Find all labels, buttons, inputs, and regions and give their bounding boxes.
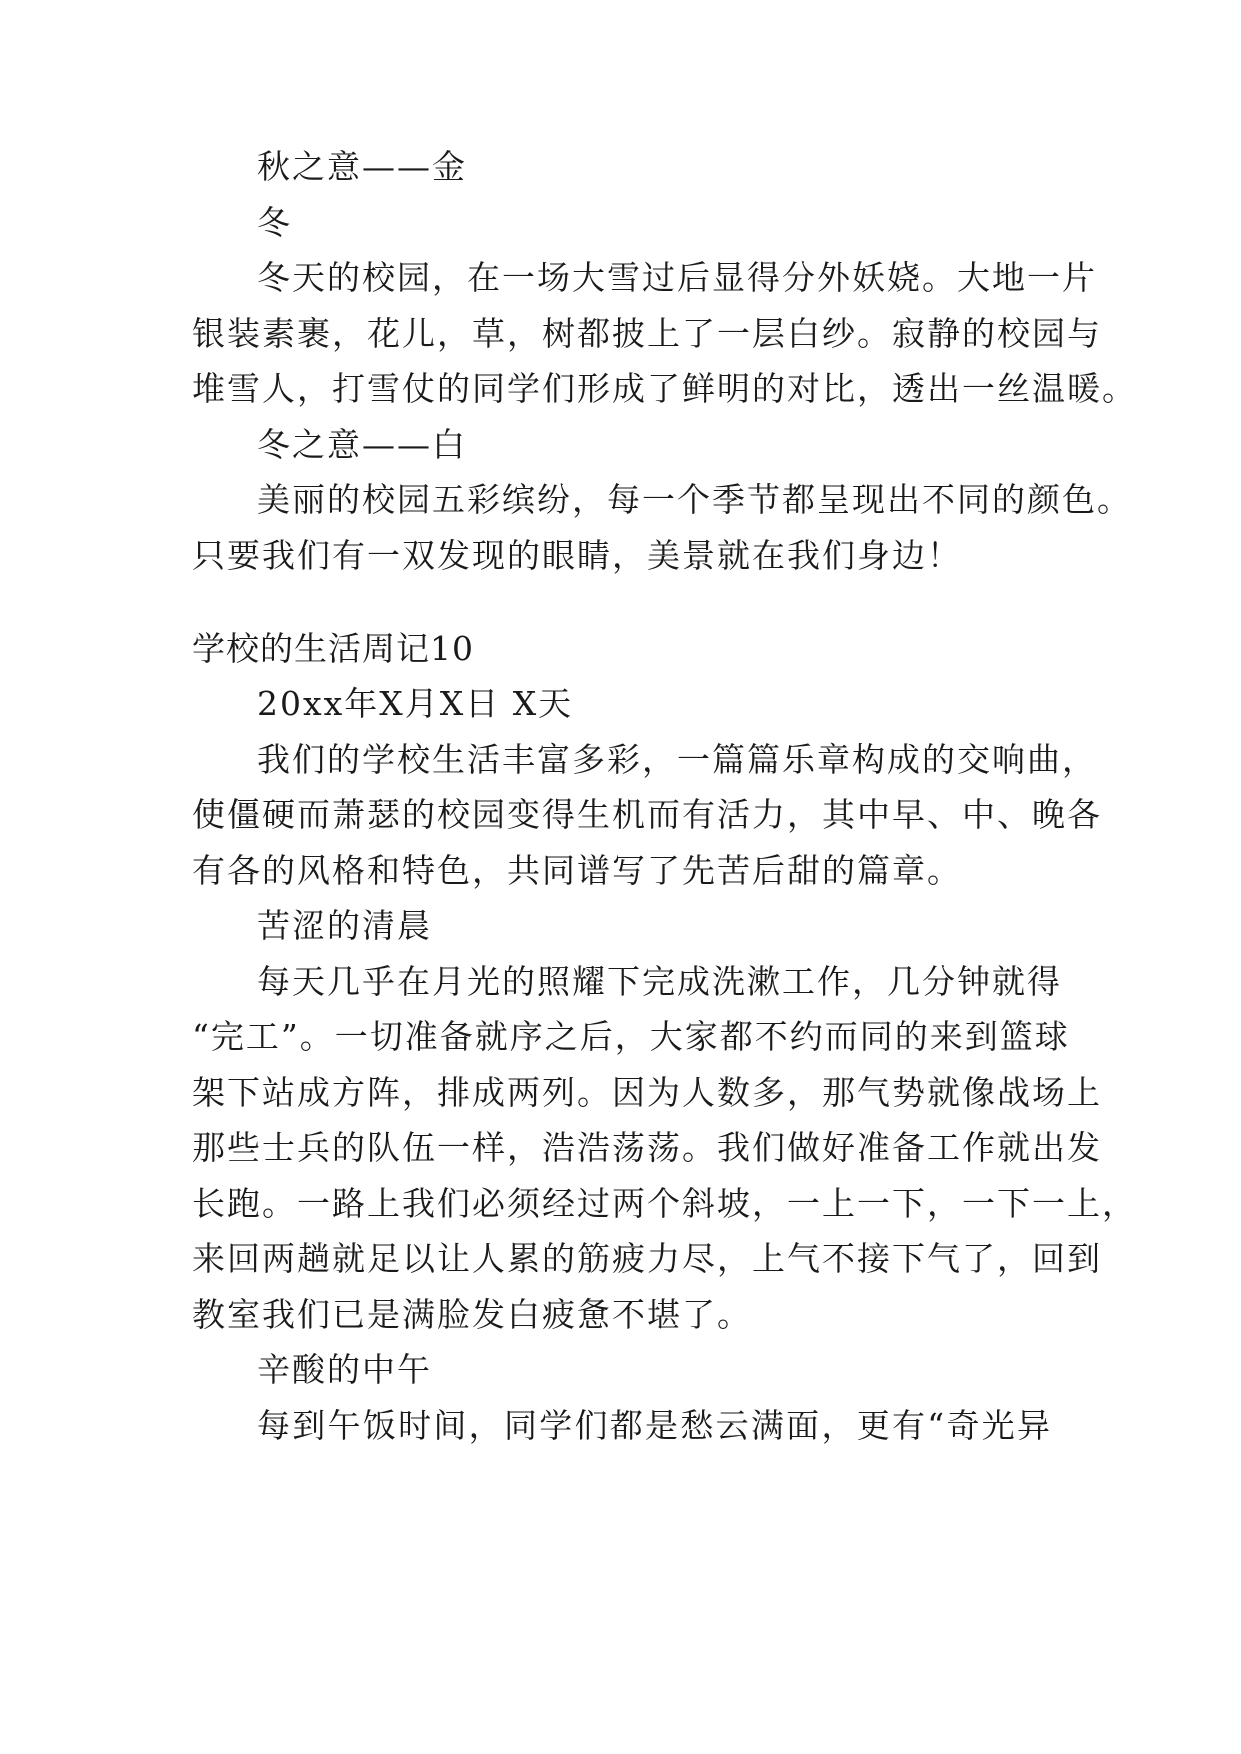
paragraph-line: 我们的学校生活丰富多彩，一篇篇乐章构成的交响曲， [257, 740, 1097, 779]
paragraph-line: 堆雪人，打雪仗的同学们形成了鲜明的对比，透出一丝温暖。 [192, 369, 1137, 408]
paragraph-line: 使僵硬而萧瑟的校园变得生机而有活力，其中早、中、晚各 [192, 795, 1102, 834]
paragraph-line: 来回两趟就足以让人累的筋疲力尽，上气不接下气了，回到 [192, 1239, 1102, 1278]
heading-autumn-meaning: 秋之意——金 [257, 147, 467, 186]
paragraph-line: 有各的风格和特色，共同谱写了先苦后甜的篇章。 [192, 851, 962, 890]
section-title: 学校的生活周记10 [192, 629, 474, 668]
subheading-morning: 苦涩的清晨 [257, 906, 432, 945]
heading-winter: 冬 [257, 203, 292, 242]
paragraph-line: 每到午饭时间，同学们都是愁云满面，更有“奇光异 [257, 1406, 1052, 1445]
paragraph-line: 冬天的校园，在一场大雪过后显得分外妖娆。大地一片 [257, 258, 1097, 297]
date-line: 20xx年X月X日 X天 [257, 684, 574, 723]
paragraph-line: 架下站成方阵，排成两列。因为人数多，那气势就像战场上 [192, 1073, 1102, 1112]
paragraph-line: “完工”。一切准备就序之后，大家都不约而同的来到篮球 [192, 1017, 1070, 1056]
paragraph-line: 教室我们已是满脸发白疲惫不堪了。 [192, 1295, 752, 1334]
paragraph-line: 银装素裹，花儿，草，树都披上了一层白纱。寂静的校园与 [192, 314, 1102, 353]
paragraph-line: 美丽的校园五彩缤纷，每一个季节都呈现出不同的颜色。 [257, 480, 1132, 519]
paragraph-line: 每天几乎在月光的照耀下完成洗漱工作，几分钟就得 [257, 962, 1062, 1001]
paragraph-line: 只要我们有一双发现的眼睛，美景就在我们身边！ [192, 536, 962, 575]
paragraph-line: 长跑。一路上我们必须经过两个斜坡，一上一下，一下一上， [192, 1184, 1137, 1223]
subheading-noon: 辛酸的中午 [257, 1350, 432, 1389]
paragraph-line: 那些士兵的队伍一样，浩浩荡荡。我们做好准备工作就出发 [192, 1128, 1102, 1167]
heading-winter-meaning: 冬之意——白 [257, 425, 467, 464]
